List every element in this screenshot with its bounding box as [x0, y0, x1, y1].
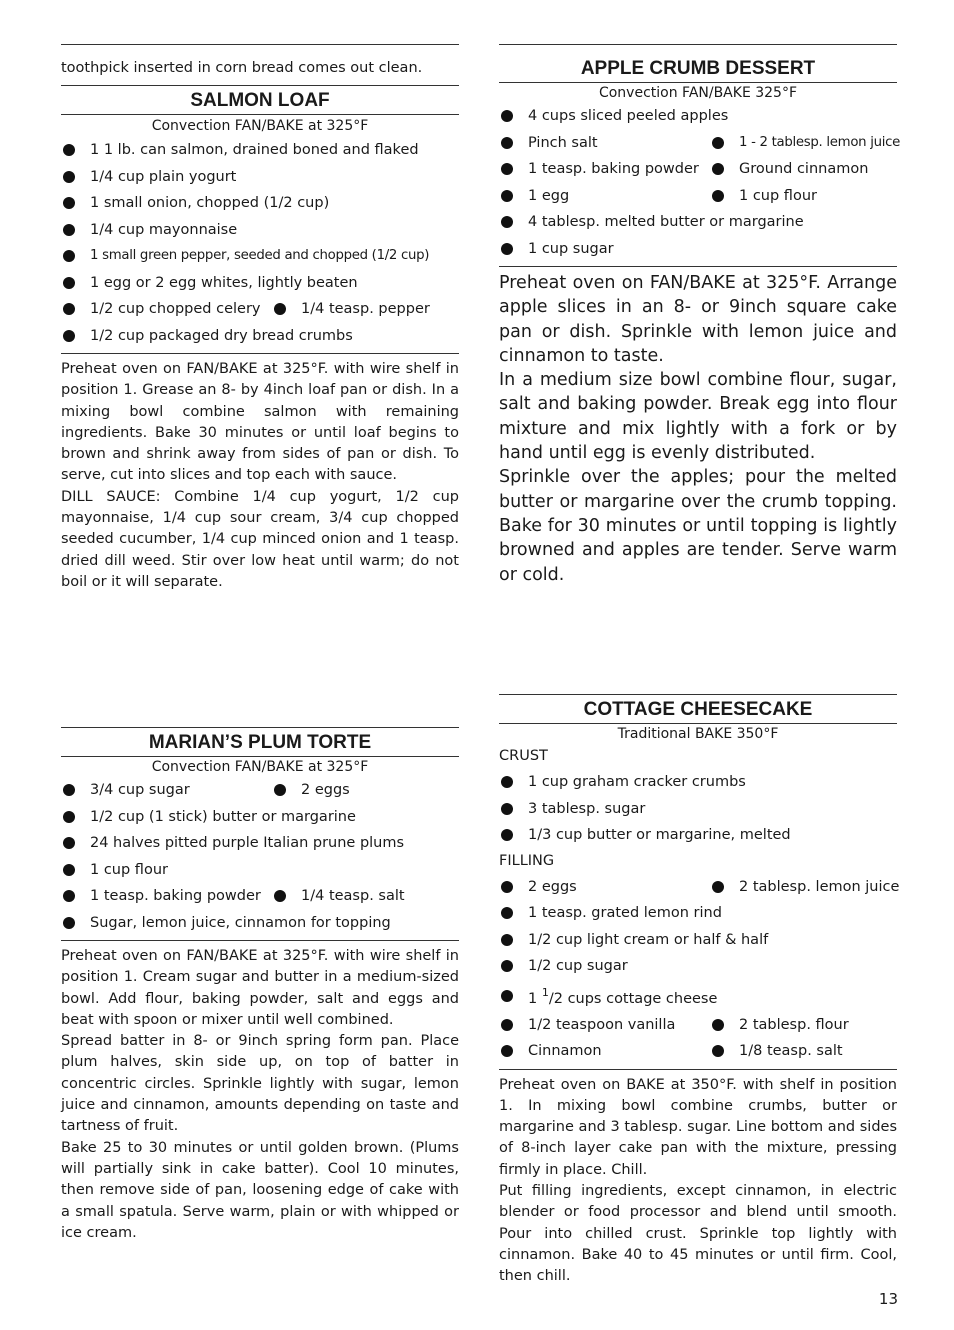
cottage-cheesecake-recipe [499, 694, 900, 1287]
bullet-icon [501, 934, 513, 946]
recipe-title: MARIAN’S PLUM TORTE [61, 728, 459, 757]
list-item [499, 769, 897, 796]
bullet-icon [501, 803, 513, 815]
filling-more-list [499, 1012, 897, 1065]
bullet-icon [63, 171, 75, 183]
ingredient-text: Pinch salt [528, 134, 598, 151]
list-item [499, 822, 897, 849]
ingredient-text: 1/4 teasp. pepper [301, 301, 430, 317]
recipe-subtitle: Convection FAN/BAKE 325°F [598, 85, 798, 101]
bullet-icon [501, 137, 513, 149]
fraction-numerator: 1 [541, 985, 549, 999]
bullet-icon [63, 303, 75, 315]
ingredient-text: 1/2 teaspoon vanilla [528, 1016, 676, 1033]
fraction-text: /2 cups cottage cheese [548, 990, 718, 1007]
bullet-icon [63, 144, 75, 156]
page-number: 13 [878, 1290, 898, 1308]
ingredient-text: 1/3 cup butter or margarine, melted [528, 827, 791, 843]
bullet-icon [63, 811, 75, 823]
top-rule [61, 44, 459, 56]
method-paragraph: Spread batter in 8- or 9inch spring form pan. Place plum halves, skin side up, on top of batter in concentric circles. Sprinkle lightly with sugar, lemon juice and cinnamon, amounts depending on taste and tartness of fruit. [61, 1033, 459, 1135]
ingredient-text: 2 tablesp. lemon juice [739, 878, 900, 895]
ingredient-text: 1/2 cup (1 stick) butter or margarine [90, 808, 356, 825]
bullet-icon [501, 990, 513, 1002]
bullet-icon [274, 890, 286, 902]
bullet-icon [501, 190, 513, 202]
ingredient-text: 1 teasp. grated lemon rind [528, 905, 722, 921]
bullet-icon [712, 1019, 724, 1031]
list-item [61, 777, 459, 804]
recipe-method [61, 940, 459, 1244]
bullet-icon [501, 776, 513, 788]
recipe-title: APPLE CRUMB DESSERT [499, 54, 897, 83]
bullet-icon [63, 330, 75, 342]
ingredient-text: 1 cup flour [90, 861, 168, 878]
filling-ingredient-list [499, 874, 900, 980]
filling-label: FILLING [499, 852, 555, 869]
list-item [499, 980, 897, 1012]
top-rule [499, 44, 897, 54]
list-item [61, 296, 459, 323]
method-paragraph: In a medium size bowl combine flour, sugar, salt and baking powder. Break egg into flour mixture and mix lightly with a fork or by hand until egg is evenly distributed. [499, 370, 897, 464]
bullet-icon [501, 110, 513, 122]
ingredient-text: 3 tablesp. sugar [528, 800, 646, 817]
bullet-icon [63, 837, 75, 849]
recipe-method [61, 353, 459, 593]
list-item [61, 190, 459, 217]
method-paragraph: Sprinkle over the apples; pour the melted butter or margarine over the crumb topping. Bake for 30 minutes or until topping is lightly browned and apples are tender. Serve warm or cold. [499, 467, 897, 585]
list-item [61, 270, 459, 297]
recipe-subtitle: Convection FAN/BAKE at 325°F [151, 759, 369, 775]
ingredient-text: 1/2 cup sugar [528, 958, 628, 974]
bullet-icon [501, 216, 513, 228]
bullet-icon [63, 197, 75, 209]
recipe-subtitle: Convection FAN/BAKE at 325°F [151, 118, 369, 134]
bullet-icon [63, 784, 75, 796]
list-item [61, 883, 459, 910]
ingredient-text: 1 $^1$ [528, 985, 549, 1007]
list-item [61, 164, 459, 191]
ingredient-text: 24 halves pitted purple Italian prune plums [90, 835, 405, 851]
recipe-method [499, 1069, 897, 1288]
list-item [499, 130, 901, 157]
ingredient-text: 1 egg or 2 egg whites, lightly beaten [90, 274, 358, 291]
crust-ingredient-list [499, 769, 897, 849]
bullet-icon [63, 224, 75, 236]
ingredient-text: 1 teasp. baking powder [90, 888, 261, 904]
carryover-text: toothpick inserted in corn bread comes out clean. [61, 60, 423, 76]
ingredient-text: 1 1 lb. can salmon, drained boned and flaked [90, 142, 419, 158]
bullet-icon [63, 917, 75, 929]
ingredient-text: 4 tablesp. melted butter or margarine [528, 214, 804, 230]
recipe-method [499, 266, 897, 587]
ingredient-text: 2 tablesp. flour [739, 1016, 849, 1033]
list-item [499, 1012, 897, 1039]
bullet-icon [274, 784, 286, 796]
mixed-fraction [528, 977, 717, 1015]
ingredient-text: Cinnamon [528, 1043, 602, 1059]
method-paragraph: DILL SAUCE: Combine 1/4 cup yogurt, 1/2 cup mayonnaise, 1/4 cup sour cream, 3/4 cup chopped seeded cucumber, 1/4 cup minced onion and 1 teasp. dried dill weed. Stir over low heat until warm; do not boil or it will separate. [61, 488, 459, 590]
ingredient-text: 1/8 teasp. salt [739, 1043, 843, 1059]
bullet-icon [501, 960, 513, 972]
ingredient-text: 4 cups sliced peeled apples [528, 108, 729, 124]
list-item [61, 137, 459, 164]
list-item [499, 156, 897, 183]
bullet-icon [712, 163, 724, 175]
ingredient-text: Ground cinnamon [739, 161, 869, 177]
list-item [61, 857, 459, 884]
bullet-icon [63, 864, 75, 876]
list-item [61, 217, 459, 244]
apple-crumb-recipe [499, 44, 901, 587]
crust-label: CRUST [499, 748, 548, 764]
bullet-icon [501, 243, 513, 255]
plum-torte-recipe [61, 727, 459, 1244]
ingredient-text: 1/4 teasp. salt [301, 888, 405, 904]
list-item [61, 323, 459, 350]
list-item [499, 927, 897, 954]
list-item [61, 804, 459, 831]
ingredient-text: 3/4 cup sugar [90, 782, 190, 798]
ingredient-text: 1/2 cup light cream or half & half [528, 931, 769, 948]
ingredient-text: Sugar, lemon juice, cinnamon for topping [90, 914, 391, 931]
method-paragraph: Bake 25 to 30 minutes or until golden brown. (Plums will partially sink in cake batter). Cool 10 minutes, then remove side of pan, loosening edge of cake with a small spatula. Serve warm, plain or with whipped or ice cream. [61, 1139, 459, 1241]
left-top-column [61, 44, 459, 593]
ingredient-text: 1 cup flour [739, 187, 817, 204]
recipe-title: COTTAGE CHEESECAKE [499, 695, 897, 724]
bullet-icon [501, 907, 513, 919]
ingredient-text: 2 eggs [301, 782, 350, 798]
method-paragraph: Preheat oven on BAKE at 350°F. with shelf in position 1. In mixing bowl combine crumbs, butter or margarine and 3 tablesp. sugar. Line bottom and sides of 8-inch layer cake pan with the mixture, pressing firmly in place. Chill. [499, 1076, 897, 1178]
list-item [61, 830, 459, 857]
list-item [499, 1038, 897, 1065]
bullet-icon [712, 881, 724, 893]
bullet-icon [63, 890, 75, 902]
ingredient-list [61, 777, 459, 936]
bullet-icon [712, 137, 724, 149]
list-item [61, 910, 459, 937]
ingredient-text: 1 small onion, chopped (1/2 cup) [90, 195, 330, 211]
method-paragraph: Put filling ingredients, except cinnamon, in electric blender or food processor and blend until smooth. Pour into chilled crust. Sprinkle top lightly with cinnamon. Bake 40 to 45 minutes or until firm. Cool, then chill. [499, 1182, 897, 1285]
ingredient-text: 1/4 cup mayonnaise [90, 221, 238, 238]
ingredient-text: 1 egg [528, 187, 570, 204]
bullet-icon [63, 250, 75, 262]
bullet-icon [501, 829, 513, 841]
list-item [499, 236, 897, 263]
ingredient-text: 2 eggs [528, 878, 577, 895]
recipe-subtitle: Traditional BAKE 350°F [617, 726, 779, 742]
list-item [499, 796, 897, 823]
ingredient-text: 1/4 cup plain yogurt [90, 168, 237, 185]
bullet-icon [712, 1045, 724, 1057]
ingredient-list [61, 137, 459, 349]
ingredient-text: 1/2 cup chopped celery [90, 301, 261, 317]
bullet-icon [501, 163, 513, 175]
ingredient-text: 1 - 2 tablesp. lemon juice [739, 134, 901, 150]
list-item [499, 183, 897, 210]
method-paragraph: Preheat oven on FAN/BAKE at 325°F. with wire shelf in position 1. Cream sugar and butter in a medium-sized bowl. Add flour, baking powder, salt and eggs and beat with spoon or mixer until well combined. [61, 948, 459, 1028]
list-item [499, 209, 897, 236]
method-paragraph: Preheat oven on FAN/BAKE at 325°F. with wire shelf in position 1. Grease an 8- by 4inch loaf pan or dish. In a mixing bowl combine salmon with remaining ingredients. Bake 30 minutes or until loaf begins to brown and shrink away from sides of pan or dish. To serve, cut into slices and top each with sauce. [61, 361, 459, 484]
list-item [61, 243, 459, 270]
list-item [499, 103, 897, 130]
ingredient-text: 1/2 cup packaged dry bread crumbs [90, 327, 353, 344]
cottage-cheese-item [499, 980, 897, 1012]
ingredient-text: 1 cup sugar [528, 240, 614, 257]
bullet-icon [501, 1045, 513, 1057]
ingredient-text: 1 small green pepper, seeded and chopped (1/2 cup) [90, 248, 430, 263]
bullet-icon [501, 881, 513, 893]
list-item [499, 874, 900, 901]
bullet-icon [501, 1019, 513, 1031]
salmon-loaf-recipe [61, 85, 459, 593]
ingredient-list [499, 103, 901, 262]
method-paragraph: Preheat oven on FAN/BAKE at 325°F. Arrange apple slices in an 8- or 9inch square cake pan or dish. Sprinkle with lemon juice and cinnamon to taste. [499, 273, 897, 366]
ingredient-text: 1 cup graham cracker crumbs [528, 774, 746, 790]
ingredient-text: 1 teasp. baking powder [528, 161, 699, 177]
bullet-icon [712, 190, 724, 202]
list-item [499, 900, 897, 927]
recipe-title: SALMON LOAF [61, 86, 459, 115]
bullet-icon [63, 277, 75, 289]
bullet-icon [274, 303, 286, 315]
